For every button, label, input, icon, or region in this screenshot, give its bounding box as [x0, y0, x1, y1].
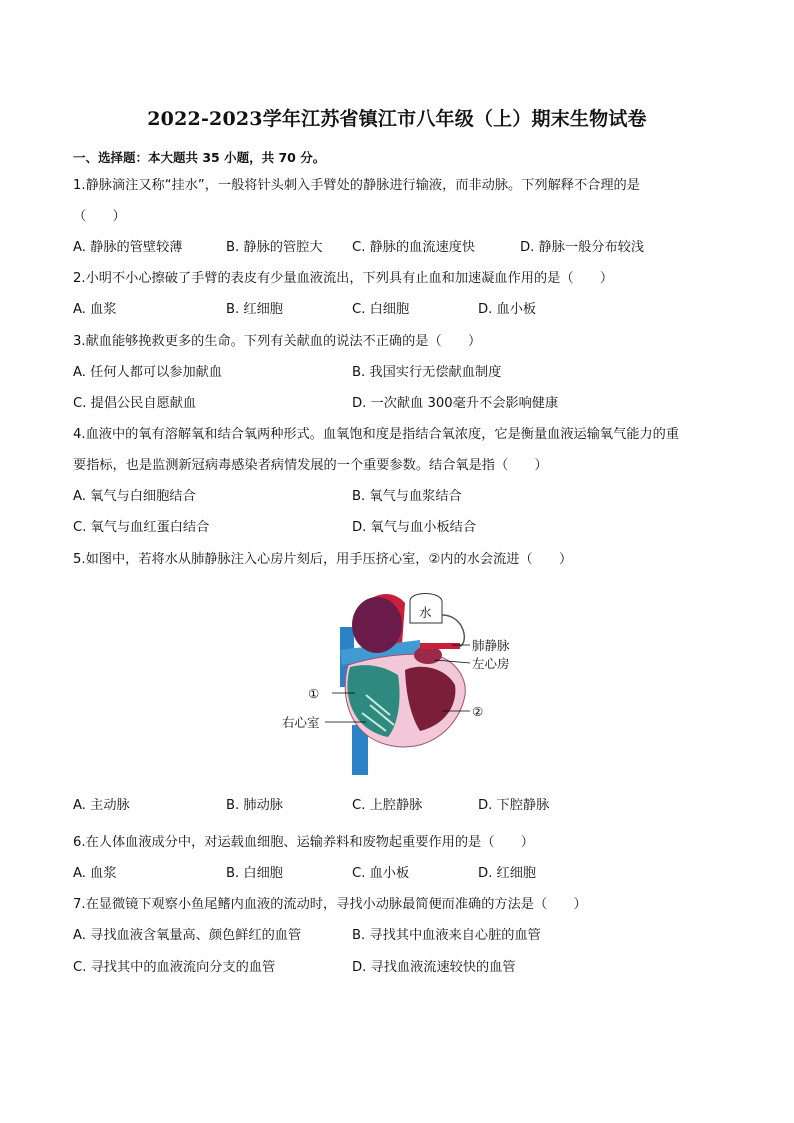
question-3-option-c: C. 提倡公民自愿献血	[73, 396, 197, 411]
question-3-option-d: D. 一次献血 300毫升不会影响健康	[352, 396, 559, 411]
heart-illustration	[270, 585, 530, 785]
pulmonary-vein-label: 肺静脉	[472, 638, 510, 653]
question-4-stem: 4.血液中的氧有溶解氧和结合氧两种形式。血氧饱和度是指结合氧浓度，它是衡量血液运输氧气能力的重	[73, 427, 680, 442]
mark1-label: ①	[308, 686, 320, 701]
question-7-option-a: A. 寻找血液含氧量高、颜色鲜红的血管	[73, 928, 302, 943]
question-2-option-a: A. 血浆	[73, 302, 117, 317]
question-1-stem: 1.静脉滴注又称“挂水”，一般将针头刺入手臂处的静脉进行输液，而非动脉。下列解释不合理的是	[73, 178, 640, 193]
heart-diagram	[270, 585, 530, 785]
question-5-option-d: D. 下腔静脉	[478, 798, 550, 813]
question-6-option-d: D. 红细胞	[478, 866, 537, 881]
question-6-option-a: A. 血浆	[73, 866, 117, 881]
question-4-option-a: A. 氧气与白细胞结合	[73, 489, 196, 504]
question-1-option-b: B. 静脉的管腔大	[226, 240, 323, 255]
question-2-option-b: B. 红细胞	[226, 302, 283, 317]
question-5-option-a: A. 主动脉	[73, 798, 130, 813]
pulmonary-vein-shape	[420, 643, 460, 649]
question-2-stem: 2.小明不小心擦破了手臂的表皮有少量血液流出，下列具有止血和加速凝血作用的是（ ）	[73, 271, 614, 286]
question-3-stem: 3.献血能够挽救更多的生命。下列有关献血的说法不正确的是（ ）	[73, 334, 482, 349]
exam-title: 2022-2023学年江苏省镇江市八年级（上）期末生物试卷	[147, 108, 647, 130]
question-5-option-b: B. 肺动脉	[226, 798, 283, 813]
question-6-stem: 6.在人体血液成分中，对运载血细胞、运输养料和废物起重要作用的是（ ）	[73, 835, 534, 850]
question-5-option-c: C. 上腔静脉	[352, 798, 423, 813]
section-heading: 一、选择题：本大题共 35 小题，共 70 分。	[73, 150, 326, 165]
question-4-option-c: C. 氧气与血红蛋白结合	[73, 520, 210, 535]
question-4-stem-cont: 要指标，也是监测新冠病毒感染者病情发展的一个重要参数。结合氧是指（ ）	[73, 458, 548, 473]
left-atrium-label: 左心房	[472, 656, 510, 671]
question-5-stem: 5.如图中，若将水从肺静脉注入心房片刻后，用手压挤心室，②内的水会流进（ ）	[73, 552, 573, 567]
mark2-label: ②	[472, 704, 484, 719]
question-3-option-b: B. 我国实行无偿献血制度	[352, 365, 502, 380]
tube-shape	[442, 615, 464, 647]
question-2-option-c: C. 白细胞	[352, 302, 410, 317]
question-4-option-b: B. 氧气与血浆结合	[352, 489, 462, 504]
question-1-option-a: A. 静脉的管壁较薄	[73, 240, 183, 255]
question-3-option-a: A. 任何人都可以参加献血	[73, 365, 223, 380]
question-7-option-b: B. 寻找其中血液来自心脏的血管	[352, 928, 541, 943]
question-6-option-b: B. 白细胞	[226, 866, 283, 881]
question-7-stem: 7.在显微镜下观察小鱼尾鳍内血液的流动时，寻找小动脉最简便而准确的方法是（ ）	[73, 897, 587, 912]
right-auricle-shape	[352, 597, 402, 653]
question-7-option-d: D. 寻找血液流速较快的血管	[352, 960, 516, 975]
question-4-option-d: D. 氧气与血小板结合	[352, 520, 477, 535]
question-1-option-c: C. 静脉的血流速度快	[352, 240, 476, 255]
question-2-option-d: D. 血小板	[478, 302, 537, 317]
question-1-stem-cont: （ ）	[73, 209, 126, 224]
water-label: 水	[419, 605, 432, 620]
question-6-option-c: C. 血小板	[352, 866, 410, 881]
question-7-option-c: C. 寻找其中的血液流向分支的血管	[73, 960, 276, 975]
right-ventricle-label: 右心室	[282, 715, 320, 730]
question-1-option-d: D. 静脉一般分布较浅	[520, 240, 645, 255]
